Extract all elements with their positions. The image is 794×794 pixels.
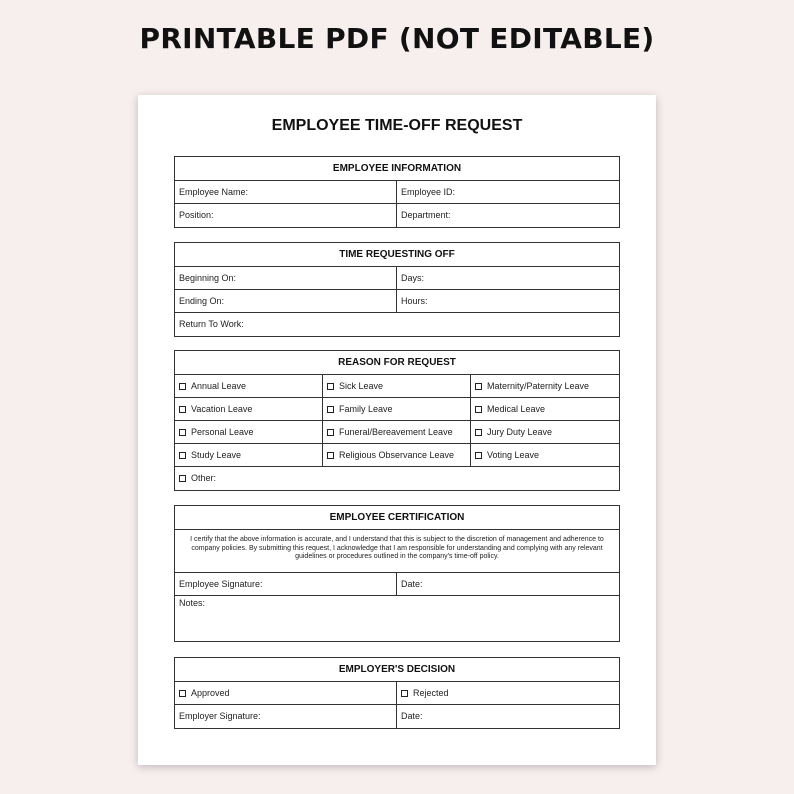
document-title: EMPLOYEE TIME-OFF REQUEST: [271, 117, 523, 134]
option-rejected: Rejected: [397, 682, 619, 704]
checkbox-icon: [327, 406, 334, 413]
option-annual-leave: Annual Leave: [175, 375, 323, 397]
checkbox-icon: [179, 383, 186, 390]
table-row: [175, 444, 619, 467]
employee-certification-section: [174, 505, 620, 642]
hours-field: Hours:: [401, 296, 428, 306]
ending-on-field: Ending On:: [175, 290, 397, 312]
checkbox-icon: [179, 690, 186, 697]
option-jury-duty-leave: Jury Duty Leave: [471, 421, 619, 443]
table-row: [175, 467, 619, 490]
certification-statement: I certify that the above information is accurate, and I understand that this is subject to the discretion of management and adherence to company policies. By submitting this request, I acknowledge that I am responsible for understanding and complying with any relevant guidelines or procedures outlined in the company's time-off policy.: [175, 530, 619, 573]
checkbox-icon: [475, 452, 482, 459]
banner-title: PRINTABLE PDF (NOT EDITABLE): [139, 22, 655, 55]
checkbox-icon: [327, 383, 334, 390]
option-funeral-leave: Funeral/Bereavement Leave: [323, 421, 471, 443]
table-row: [175, 596, 619, 641]
employee-name-field: Employee Name:: [175, 181, 397, 203]
reason-for-request-section: [174, 350, 620, 491]
option-sick-leave: Sick Leave: [323, 375, 471, 397]
checkbox-icon: [179, 429, 186, 436]
checkbox-icon: [475, 383, 482, 390]
table-row: [175, 421, 619, 444]
option-study-leave: Study Leave: [175, 444, 323, 466]
checkbox-icon: [179, 406, 186, 413]
time-requesting-off-section: [174, 242, 620, 337]
option-personal-leave: Personal Leave: [175, 421, 323, 443]
option-other: Other:: [175, 467, 619, 490]
beginning-on-field: Beginning On:: [175, 267, 397, 289]
employee-id-field: Employee ID:: [401, 187, 456, 197]
section-heading: EMPLOYEE CERTIFICATION: [175, 506, 619, 530]
date-field: Date:: [401, 711, 423, 721]
option-medical-leave: Medical Leave: [471, 398, 619, 420]
date-field: Date:: [401, 579, 423, 589]
section-heading: EMPLOYER'S DECISION: [175, 658, 619, 682]
option-maternity-leave: Maternity/Paternity Leave: [471, 375, 619, 397]
checkbox-icon: [327, 452, 334, 459]
table-row: [175, 267, 619, 290]
table-row: [175, 375, 619, 398]
table-row: [175, 682, 619, 705]
employee-signature-field: Employee Signature:: [175, 573, 397, 595]
option-approved: Approved: [175, 682, 397, 704]
checkbox-icon: [475, 429, 482, 436]
table-row: [175, 705, 619, 728]
table-row: [175, 290, 619, 313]
table-row: [175, 313, 619, 336]
position-field: Position:: [175, 204, 397, 227]
days-field: Days:: [401, 273, 425, 283]
option-religious-leave: Religious Observance Leave: [323, 444, 471, 466]
table-row: [175, 204, 619, 227]
return-to-work-field: Return To Work:: [179, 319, 244, 329]
section-heading: EMPLOYEE INFORMATION: [175, 157, 619, 181]
notes-field: Notes:: [179, 598, 206, 608]
checkbox-icon: [179, 452, 186, 459]
table-row: [175, 573, 619, 596]
section-heading: REASON FOR REQUEST: [175, 351, 619, 375]
table-row: [175, 181, 619, 204]
checkbox-icon: [401, 690, 408, 697]
checkbox-icon: [475, 406, 482, 413]
section-heading: TIME REQUESTING OFF: [175, 243, 619, 267]
option-family-leave: Family Leave: [323, 398, 471, 420]
table-row: [175, 398, 619, 421]
checkbox-icon: [327, 429, 334, 436]
employee-information-section: [174, 156, 620, 228]
employer-signature-field: Employer Signature:: [175, 705, 397, 728]
option-voting-leave: Voting Leave: [471, 444, 619, 466]
option-vacation-leave: Vacation Leave: [175, 398, 323, 420]
department-field: Department:: [401, 210, 451, 220]
employer-decision-section: [174, 657, 620, 729]
form-sheet: [138, 95, 656, 765]
checkbox-icon: [179, 475, 186, 482]
